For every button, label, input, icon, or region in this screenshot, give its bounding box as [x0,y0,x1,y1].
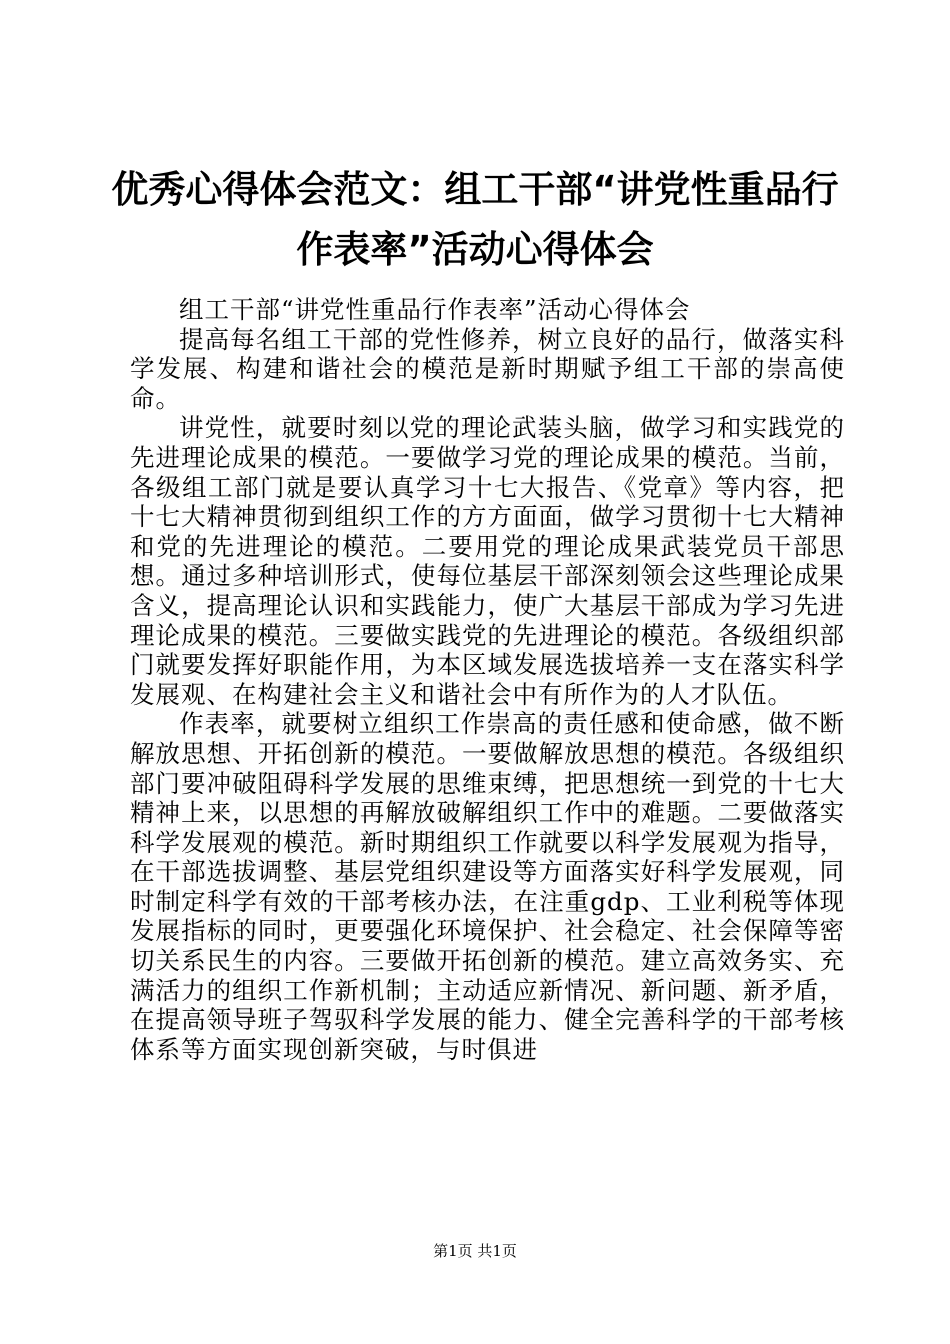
page-number: 第1页 共1页 [433,1242,517,1260]
page-footer [0,1241,950,1261]
party-spirit-paragraph: 讲党性，就要时刻以党的理论武装头脑，做学习和实践党的先进理论成果的模范。一要做学习党的理论成果的模范。当前，各级组工部门就是要认真学习十七大报告、《党章》等内容，把十七大精神贯彻到组织工作的方方面面，做学习贯彻十七大精神和党的先进理论的模范。二要用党的理论成果武装党员干部思想。通过多种培训形式，使每位基层干部深刻领会这些理论成果含义，提高理论认识和实践能力，使广大基层干部成为学习先进理论成果的模范。三要做实践党的先进理论的模范。各级组织部门就要发挥好职能作用，为本区域发展选拔培养一支在落实科学发展观、在构建社会主义和谐社会中有所作为的人才队伍。 [130,413,845,709]
document-title [110,160,840,280]
title-line-1: 优秀心得体会范文：组工干部“讲党性重品行 [111,168,839,211]
subtitle-paragraph: 组工干部“讲党性重品行作表率”活动心得体会 [179,295,691,324]
intro-paragraph: 提高每名组工干部的党性修养，树立良好的品行，做落实科学发展、构建和谐社会的模范是新时期赋予组工干部的崇高使命。 [130,324,845,413]
role-model-paragraph: 作表率，就要树立组织工作崇高的责任感和使命感，做不断解放思想、开拓创新的模范。一要做解放思想的模范。各级组织部门要冲破阻碍科学发展的思维束缚，把思想统一到党的十七大精神上来，以思想的再解放破解组织工作中的难题。二要做落实科学发展观的模范。新时期组织工作就要以科学发展观为指导，在干部选拔调整、基层党组织建设等方面落实好科学发展观，同时制定科学有效的干部考核办法，在注重gdp、工业利税等体现发展指标的同时，更要强化环境保护、社会稳定、社会保障等密切关系民生的内容。三要做开拓创新的模范。建立高效务实、充满活力的组织工作新机制；主动适应新情况、新问题、新矛盾，在提高领导班子驾驭科学发展的能力、健全完善科学的干部考核体系等方面实现创新突破，与时俱进 [130,709,845,1064]
title-line-2: 作表率”活动心得体会 [296,228,654,271]
document-body [130,295,845,1064]
